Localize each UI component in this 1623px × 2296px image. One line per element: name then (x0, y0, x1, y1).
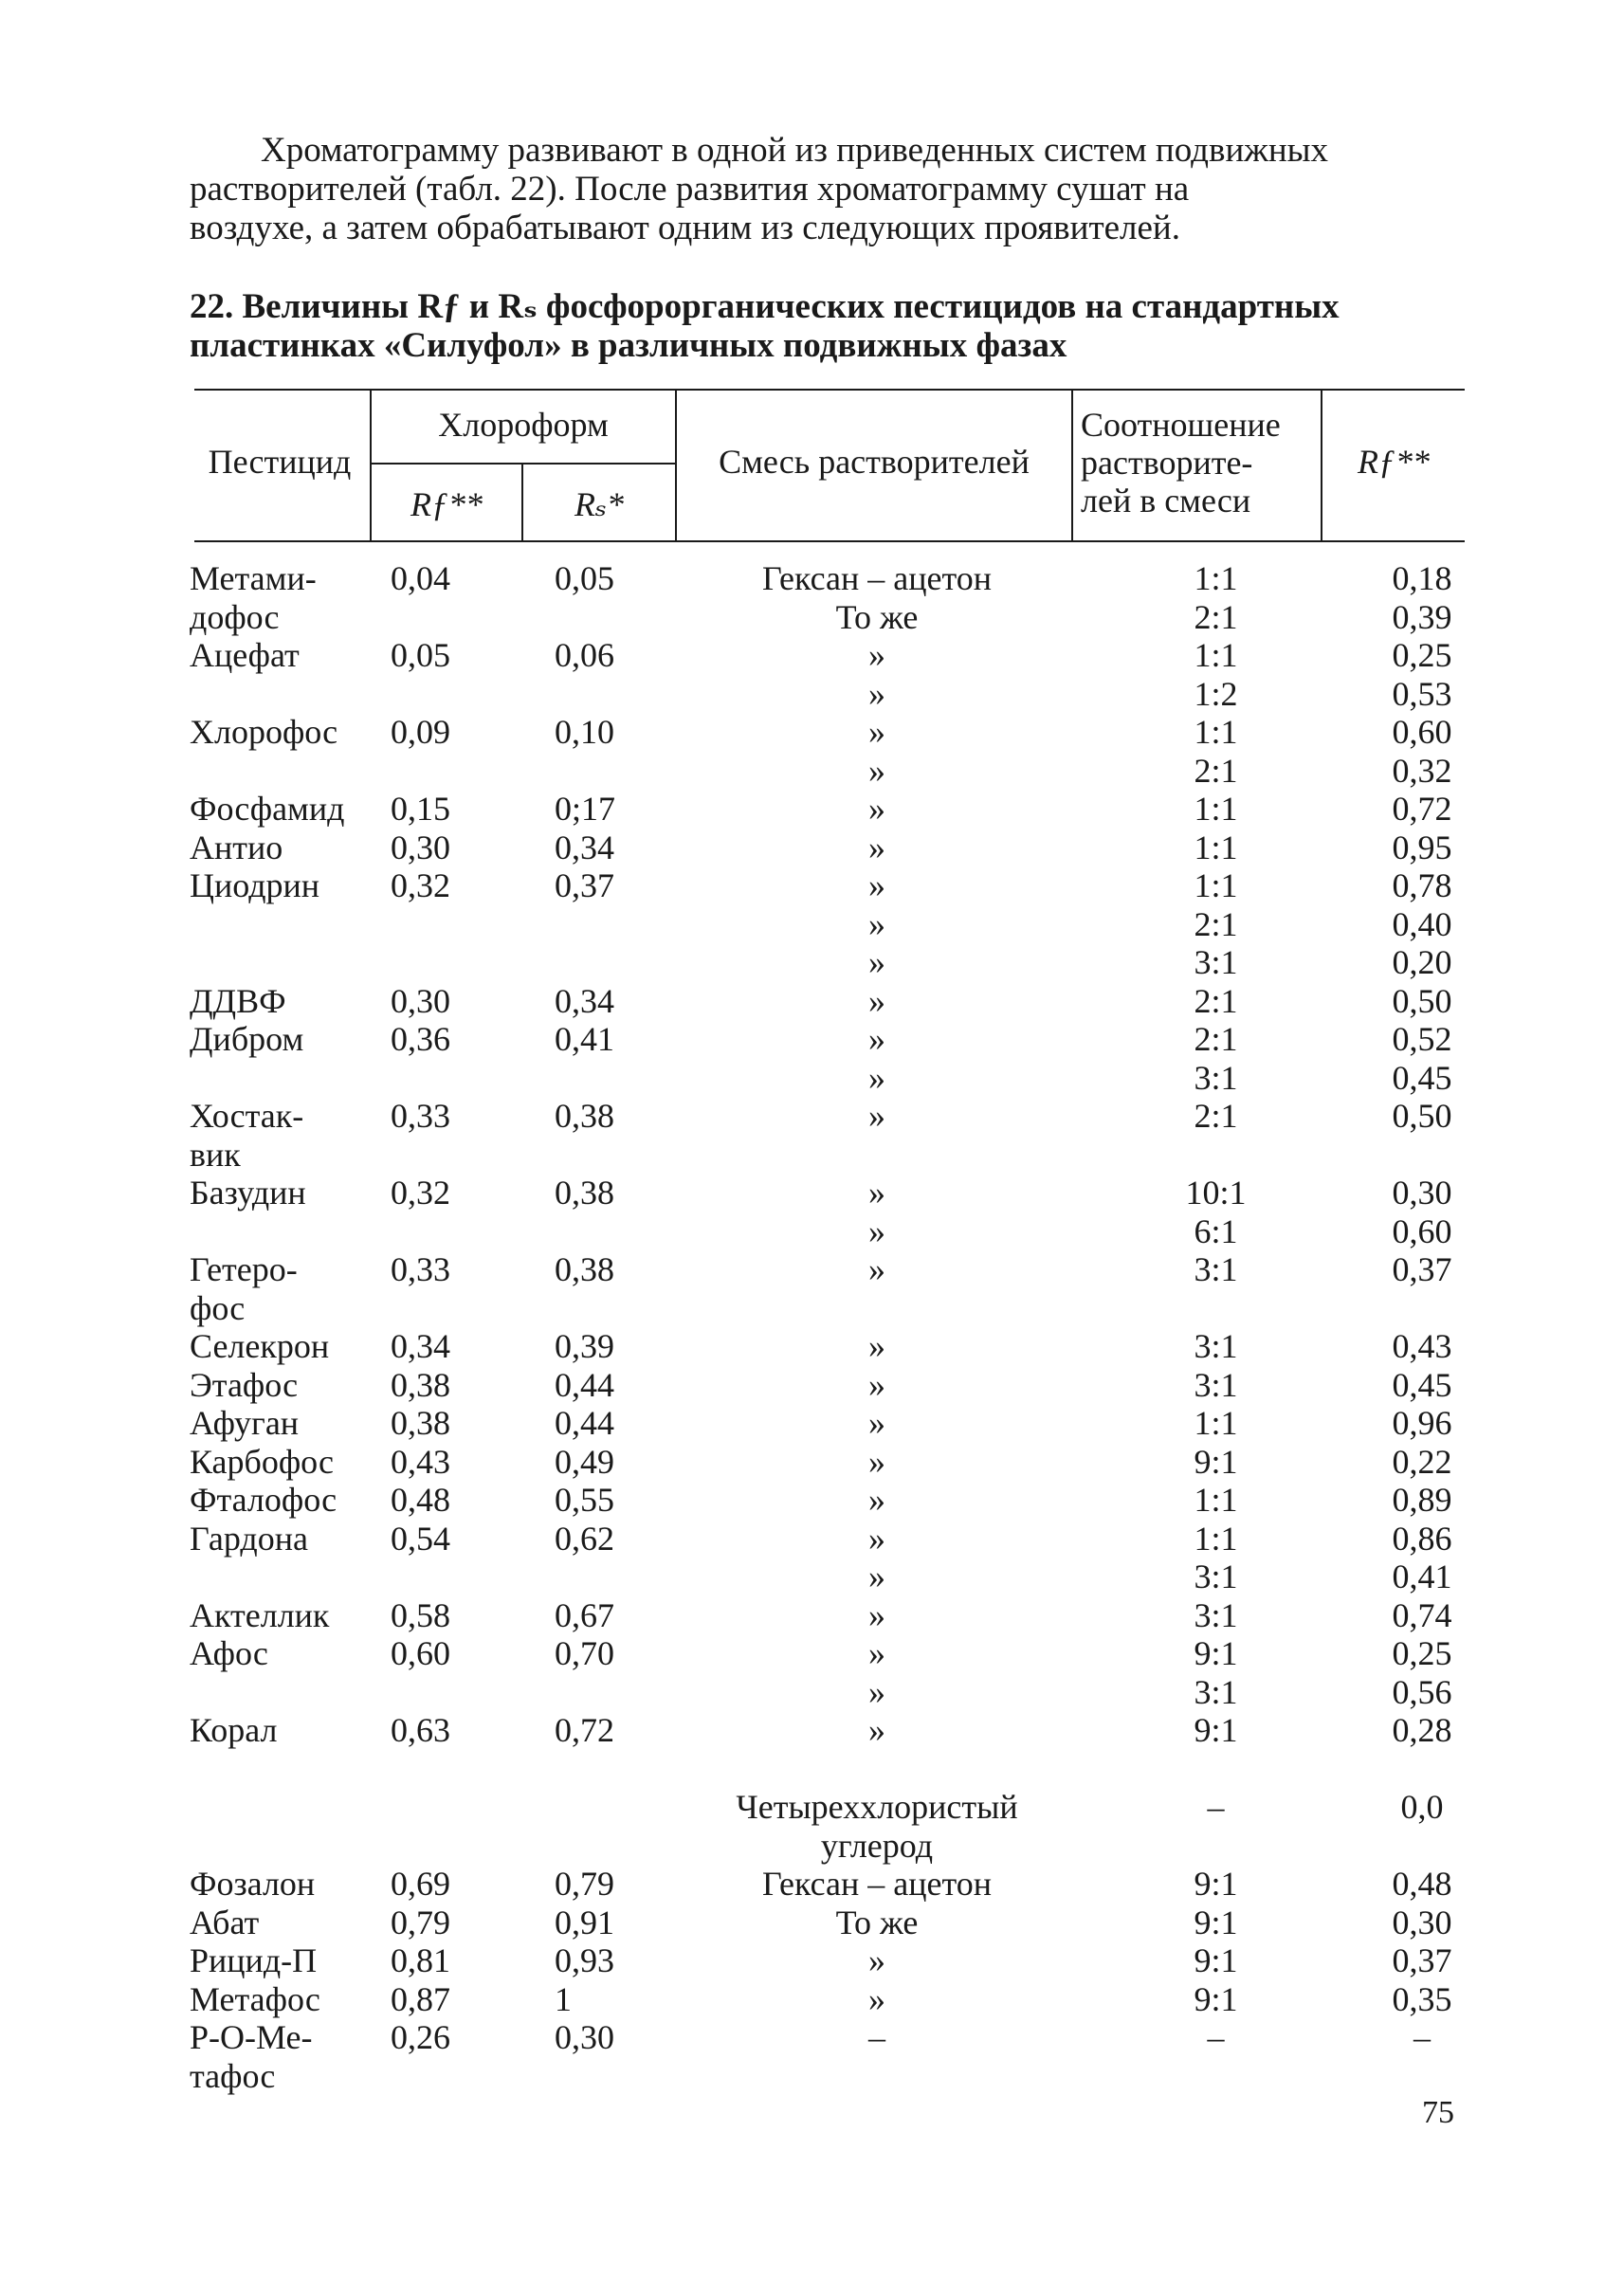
table-cell-rf2: 0,20 (1392, 943, 1452, 981)
table-cell-ratio: 3:1 (1194, 1673, 1238, 1711)
header-ratio (1073, 406, 1328, 519)
table-cell-rf2: 0,37 (1392, 1250, 1452, 1288)
table-cell-rf2: 0,0 (1400, 1788, 1444, 1826)
table-cell-rs: 0,39 (555, 1327, 614, 1365)
table-cell-name: Афос (190, 1634, 268, 1672)
table-cell-solvent: » (868, 1174, 885, 1212)
table-cell-rs: 0,38 (555, 1174, 614, 1212)
table-cell-ratio: 3:1 (1194, 943, 1238, 981)
table-cell-rf: 0,34 (391, 1327, 450, 1365)
table-cell-solvent: » (868, 1250, 885, 1288)
table-cell-name: Базудин (190, 1174, 306, 1212)
table-top-rule (194, 389, 1465, 391)
table-cell-ratio: – (1207, 2018, 1225, 2056)
table-cell-ratio: 2:1 (1194, 752, 1238, 790)
table-cell-rf: 0,87 (391, 1980, 450, 2018)
table-cell-ratio: 1:1 (1194, 790, 1238, 828)
header-chloroform: Хлороформ (438, 406, 609, 444)
table-cell-rs: 0,06 (555, 636, 614, 674)
header-pesticide: Пестицид (208, 443, 352, 481)
table-cell-rf: 0,15 (391, 790, 450, 828)
table-cell-name: Фталофос (190, 1481, 337, 1519)
table-cell-rs: 0,38 (555, 1097, 614, 1135)
table-cell-name: Ацефат (190, 636, 300, 674)
table-cell-rs: 0,34 (555, 982, 614, 1020)
table-cell-solvent: » (868, 1404, 885, 1442)
table-cell-rf: 0,81 (391, 1941, 450, 1979)
table-cell-solvent: – (868, 2018, 885, 2056)
table-cell-rf2: 0,74 (1392, 1596, 1452, 1634)
table-cell-rf: 0,63 (391, 1711, 450, 1749)
table-cell-ratio: 1:1 (1194, 713, 1238, 751)
table-cell-ratio: 9:1 (1194, 1634, 1238, 1672)
table-cell-rf: 0,05 (391, 636, 450, 674)
header-solvent-mix: Смесь растворителей (719, 443, 1030, 481)
table-cell-ratio: 1:1 (1194, 829, 1238, 866)
table-cell-name: Метафос (190, 1980, 320, 2018)
table-cell-solvent: » (868, 1941, 885, 1979)
table-cell-name: Абат (190, 1904, 260, 1941)
table-caption (190, 287, 1465, 365)
header-ratio-line: растворите- (1081, 444, 1253, 482)
table-cell-rs: 0,91 (555, 1904, 614, 1941)
table-cell-name: Карбофос (190, 1443, 335, 1481)
table-cell-name: Рицид-П (190, 1941, 318, 1979)
table-cell-ratio: 2:1 (1194, 598, 1238, 636)
table-cell-ratio: – (1207, 1788, 1225, 1826)
header-rs-chloroform: Rₛ* (574, 485, 625, 523)
table-cell-ratio: 2:1 (1194, 982, 1238, 1020)
table-cell-ratio: 3:1 (1194, 1596, 1238, 1634)
table-cell-solvent: » (868, 752, 885, 790)
table-cell-rf2: 0,40 (1392, 905, 1452, 943)
table-cell-solvent: углерод (820, 1827, 934, 1865)
table-cell-solvent: » (868, 1711, 885, 1749)
table-cell-rf2: 0,25 (1392, 636, 1452, 674)
header-ratio-line: Соотношение (1081, 406, 1281, 444)
table-cell-rf: 0,38 (391, 1366, 450, 1404)
table-cell-rf2: 0,50 (1392, 1097, 1452, 1135)
table-cell-ratio: 2:1 (1194, 1097, 1238, 1135)
table-cell-solvent: Четыреххлористый (736, 1788, 1018, 1826)
table-cell-name: Хлорофос (190, 713, 338, 751)
table-cell-rs: 0,41 (555, 1020, 614, 1058)
table-cell-solvent: » (868, 1481, 885, 1519)
table-cell-ratio: 1:2 (1194, 675, 1238, 713)
table-cell-solvent: » (868, 982, 885, 1020)
table-cell-rf2: 0,60 (1392, 1212, 1452, 1250)
table-cell-rf: 0,33 (391, 1250, 450, 1288)
table-cell-ratio: 3:1 (1194, 1558, 1238, 1595)
table-cell-ratio: 1:1 (1194, 636, 1238, 674)
table-cell-name: Хостак- (190, 1097, 304, 1135)
table-cell-name: Гардона (190, 1520, 308, 1558)
table-cell-name: Дибром (190, 1020, 304, 1058)
intro-line: Хроматограмму развивают в одной из приведенных систем подвижных (261, 131, 1328, 170)
table-cell-ratio: 1:1 (1194, 1404, 1238, 1442)
table-cell-solvent: » (868, 905, 885, 943)
table-cell-rf: 0,69 (391, 1865, 450, 1903)
table-cell-solvent: » (868, 866, 885, 904)
table-cell-solvent: » (868, 1673, 885, 1711)
header-rf-mix: Rƒ** (1358, 443, 1430, 481)
table-cell-solvent: » (868, 1443, 885, 1481)
table-cell-ratio: 1:1 (1194, 559, 1238, 597)
table-cell-ratio: 3:1 (1194, 1059, 1238, 1097)
table-cell-rs: 0,67 (555, 1596, 614, 1634)
table-cell-solvent: » (868, 1558, 885, 1595)
table-cell-rs: 0,72 (555, 1711, 614, 1749)
table-cell-rf: 0,32 (391, 866, 450, 904)
table-cell-rf: 0,60 (391, 1634, 450, 1672)
table-cell-rf2: 0,18 (1392, 559, 1452, 597)
table-cell-name: Метами- (190, 559, 317, 597)
table-cell-solvent: » (868, 1212, 885, 1250)
table-cell-solvent: » (868, 829, 885, 866)
table-cell-solvent: » (868, 1020, 885, 1058)
intro-paragraph (190, 131, 1465, 247)
table-cell-solvent: » (868, 636, 885, 674)
table-cell-rf2: – (1413, 2018, 1431, 2056)
table-cell-solvent: » (868, 1097, 885, 1135)
table-cell-rs: 0,55 (555, 1481, 614, 1519)
table-cell-ratio: 9:1 (1194, 1865, 1238, 1903)
table-cell-rs: 0,05 (555, 559, 614, 597)
table-cell-solvent: » (868, 713, 885, 751)
table-cell-ratio: 9:1 (1194, 1443, 1238, 1481)
table-cell-solvent: » (868, 1634, 885, 1672)
table-cell-rs: 0,62 (555, 1520, 614, 1558)
table-cell-rf2: 0,30 (1392, 1904, 1452, 1941)
table-cell-name: Фосфамид (190, 790, 345, 828)
header-ratio-line: лей в смеси (1081, 482, 1251, 519)
table-cell-name: Циодрин (190, 866, 320, 904)
intro-line: растворителей (табл. 22). После развития хроматограмму сушат на (190, 170, 1190, 209)
table-cell-rf2: 0,35 (1392, 1980, 1452, 2018)
table-cell-name: фос (190, 1289, 246, 1327)
table-cell-rs: 0,44 (555, 1404, 614, 1442)
table-cell-name: Селекрон (190, 1327, 330, 1365)
table-cell-rs: 0,93 (555, 1941, 614, 1979)
table-cell-ratio: 3:1 (1194, 1250, 1238, 1288)
table-cell-rf: 0,26 (391, 2018, 450, 2056)
table-cell-rf: 0,09 (391, 713, 450, 751)
page-number: 75 (1422, 2095, 1454, 2130)
table-cell-rs: 0,44 (555, 1366, 614, 1404)
table-cell-rf2: 0,72 (1392, 790, 1452, 828)
table-cell-ratio: 10:1 (1185, 1174, 1247, 1212)
table-cell-rs: 0,79 (555, 1865, 614, 1903)
table-cell-rs: 0,34 (555, 829, 614, 866)
table-cell-rf2: 0,45 (1392, 1366, 1452, 1404)
table-cell-rf: 0,30 (391, 982, 450, 1020)
table-cell-ratio: 3:1 (1194, 1366, 1238, 1404)
header-rf-chloroform: Rƒ** (410, 485, 483, 523)
table-cell-rf: 0,33 (391, 1097, 450, 1135)
table-cell-rf2: 0,30 (1392, 1174, 1452, 1212)
table-cell-rf2: 0,78 (1392, 866, 1452, 904)
table-cell-solvent: » (868, 943, 885, 981)
table-cell-solvent: То же (835, 1904, 919, 1941)
table-cell-name: Фозалон (190, 1865, 316, 1903)
table-cell-solvent: » (868, 1327, 885, 1365)
table-cell-name: Антио (190, 829, 283, 866)
caption-line: 22. Величины Rƒ и Rₛ фосфорорганических пестицидов на стандартных (190, 287, 1340, 326)
table-cell-rf2: 0,39 (1392, 598, 1452, 636)
table-cell-rf2: 0,50 (1392, 982, 1452, 1020)
table-cell-rf: 0,30 (391, 829, 450, 866)
table-cell-rf2: 0,60 (1392, 713, 1452, 751)
table-cell-ratio: 9:1 (1194, 1980, 1238, 2018)
table-cell-rf: 0,79 (391, 1904, 450, 1941)
table-cell-ratio: 2:1 (1194, 1020, 1238, 1058)
table-cell-name: вик (190, 1136, 241, 1174)
table-cell-rf: 0,32 (391, 1174, 450, 1212)
table-cell-rf: 0,48 (391, 1481, 450, 1519)
table-cell-rs: 0,30 (555, 2018, 614, 2056)
table-cell-rs: 1 (555, 1980, 572, 2018)
table-cell-rf2: 0,45 (1392, 1059, 1452, 1097)
table-cell-rf2: 0,53 (1392, 675, 1452, 713)
table-cell-solvent: Гексан – ацетон (761, 559, 993, 597)
table-cell-solvent: » (868, 1366, 885, 1404)
table-cell-rf2: 0,25 (1392, 1634, 1452, 1672)
table-cell-rf: 0,43 (391, 1443, 450, 1481)
table-cell-ratio: 2:1 (1194, 905, 1238, 943)
table-cell-rf2: 0,86 (1392, 1520, 1452, 1558)
table-cell-rf2: 0,96 (1392, 1404, 1452, 1442)
table-cell-ratio: 9:1 (1194, 1711, 1238, 1749)
table-cell-rf2: 0,56 (1392, 1673, 1452, 1711)
table-cell-rf2: 0,41 (1392, 1558, 1452, 1595)
table-cell-rf: 0,04 (391, 559, 450, 597)
table-cell-ratio: 3:1 (1194, 1327, 1238, 1365)
caption-line: пластинках «Силуфол» в различных подвижных фазах (190, 326, 1067, 365)
table-cell-rf2: 0,89 (1392, 1481, 1452, 1519)
table-cell-ratio: 1:1 (1194, 866, 1238, 904)
table-cell-name: Актеллик (190, 1596, 330, 1634)
table-cell-rs: 0,10 (555, 713, 614, 751)
table-cell-rf: 0,58 (391, 1596, 450, 1634)
table-cell-solvent: » (868, 675, 885, 713)
table-cell-ratio: 9:1 (1194, 1941, 1238, 1979)
table-cell-rf: 0,38 (391, 1404, 450, 1442)
table-cell-rs: 0,37 (555, 866, 614, 904)
table-cell-solvent: » (868, 1059, 885, 1097)
header-bottom-rule (194, 540, 1465, 542)
table-cell-rf2: 0,22 (1392, 1443, 1452, 1481)
table-cell-solvent: » (868, 1596, 885, 1634)
table-cell-rs: 0;17 (555, 790, 616, 828)
table-cell-rf2: 0,32 (1392, 752, 1452, 790)
table-cell-name: Афуган (190, 1404, 300, 1442)
table-cell-name: Гетеро- (190, 1250, 298, 1288)
table-cell-rf: 0,54 (391, 1520, 450, 1558)
table-cell-rf2: 0,52 (1392, 1020, 1452, 1058)
table-cell-name: Этафос (190, 1366, 299, 1404)
table-cell-rs: 0,70 (555, 1634, 614, 1672)
table-cell-rs: 0,38 (555, 1250, 614, 1288)
table-cell-ratio: 1:1 (1194, 1520, 1238, 1558)
intro-line: воздухе, а затем обрабатывают одним из следующих проявителей. (190, 209, 1180, 247)
table-cell-solvent: То же (835, 598, 919, 636)
table-cell-solvent: » (868, 1520, 885, 1558)
table-cell-name: Корал (190, 1711, 278, 1749)
table-cell-name: тафос (190, 2057, 276, 2095)
table-cell-rs: 0,49 (555, 1443, 614, 1481)
table-cell-ratio: 6:1 (1194, 1212, 1238, 1250)
table-cell-rf: 0,36 (391, 1020, 450, 1058)
table-cell-rf2: 0,28 (1392, 1711, 1452, 1749)
table-cell-solvent: » (868, 1980, 885, 2018)
table-cell-rf2: 0,43 (1392, 1327, 1452, 1365)
table-cell-rf2: 0,48 (1392, 1865, 1452, 1903)
table-cell-ratio: 9:1 (1194, 1904, 1238, 1941)
table-cell-name: ДДВФ (190, 982, 286, 1020)
table-cell-solvent: Гексан – ацетон (761, 1865, 993, 1903)
table-cell-rf2: 0,95 (1392, 829, 1452, 866)
table-cell-rf2: 0,37 (1392, 1941, 1452, 1979)
table-cell-name: дофос (190, 598, 280, 636)
table-cell-solvent: » (868, 790, 885, 828)
table-cell-ratio: 1:1 (1194, 1481, 1238, 1519)
table-cell-name: Р-О-Ме- (190, 2018, 313, 2056)
